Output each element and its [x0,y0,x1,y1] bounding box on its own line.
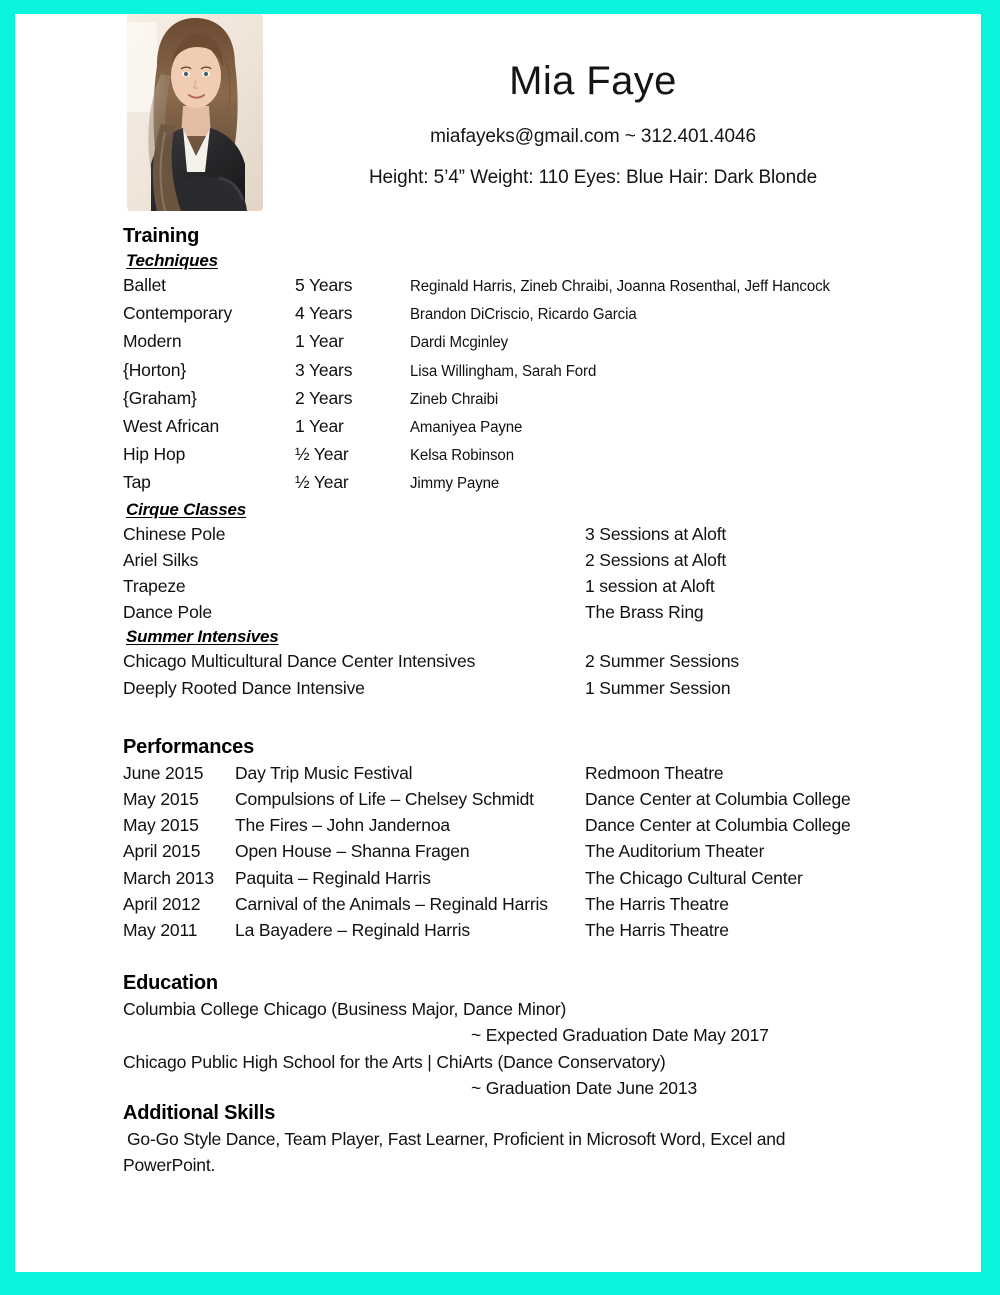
cirque-class-name: Trapeze [123,576,186,597]
technique-style: Modern [123,331,182,352]
performance-title: Open House – Shanna Fragen [235,841,470,862]
table-row [123,675,981,701]
table-row [123,891,981,917]
section-heading-education: Education [123,972,218,995]
contact-line: miafayeks@gmail.com ~ 312.401.4046 [430,126,756,147]
technique-teachers: Amaniyea Payne [410,419,523,437]
table-row [123,838,981,864]
performance-date: April 2015 [123,841,201,862]
performance-venue: The Harris Theatre [585,920,729,941]
summer-intensive-name: Chicago Multicultural Dance Center Intensives [123,651,476,672]
education-college-graduation: ~ Expected Graduation Date May 2017 [471,1025,769,1046]
performance-date: March 2013 [123,867,214,888]
resume-sheet [15,14,981,1272]
section-heading-additional-skills: Additional Skills [123,1102,276,1125]
performance-date: April 2012 [123,893,201,914]
section-heading-training: Training [123,225,200,247]
performance-date: May 2015 [123,815,199,836]
table-row [123,599,981,625]
technique-style: Hip Hop [123,444,186,465]
technique-teachers: Lisa Willingham, Sarah Ford [410,362,597,380]
table-row [123,521,981,547]
summer-intensive-name: Deeply Rooted Dance Intensive [123,677,365,698]
technique-style: Ballet [123,275,166,295]
resume-content [15,224,981,1178]
cirque-class-name: Dance Pole [123,602,212,623]
technique-years: 4 Years [295,303,353,324]
technique-style: Tap [123,472,151,493]
techniques-list [123,272,981,498]
technique-teachers: Dardi Mcginley [410,334,509,352]
performance-date: May 2011 [123,920,198,941]
header-text-block [263,14,923,189]
summer-intensive-note: 2 Summer Sessions [585,651,740,672]
education-college: Columbia College Chicago (Business Major, Dance Minor) [123,999,567,1020]
page-title: Mia Faye [509,59,677,103]
performance-title: Day Trip Music Festival [235,762,413,783]
technique-years: 1 Year [295,331,344,352]
performance-venue: Dance Center at Columbia College [585,815,851,836]
technique-years: ½ Year [295,472,349,493]
table-row [123,328,981,356]
table-row [123,469,981,497]
table-row [123,385,981,413]
summer-intensives-list [123,648,981,700]
cirque-class-note: 2 Sessions at Aloft [585,549,727,570]
performance-venue: The Harris Theatre [585,893,729,914]
additional-skills-line-2: PowerPoint. [123,1155,216,1176]
table-row [123,272,981,300]
subsection-heading-techniques: Techniques [126,251,218,270]
table-row [123,648,981,674]
cirque-classes-list [123,521,981,626]
performance-venue: Redmoon Theatre [585,762,724,783]
performance-title: Paquita – Reginald Harris [235,867,431,888]
table-row [123,357,981,385]
table-row [123,573,981,599]
technique-teachers: Kelsa Robinson [410,447,514,465]
table-row [123,786,981,812]
technique-teachers: Reginald Harris, Zineb Chraibi, Joanna Rosenthal, Jeff Hancock [410,278,830,295]
performance-venue: Dance Center at Columbia College [585,789,851,810]
performance-venue: The Chicago Cultural Center [585,867,803,888]
resume-header [15,14,981,224]
table-row [123,413,981,441]
section-heading-performances: Performances [123,735,254,758]
table-row [123,917,981,943]
cirque-class-name: Ariel Silks [123,549,199,570]
technique-years: ½ Year [295,444,349,465]
education-highschool-graduation: ~ Graduation Date June 2013 [471,1077,698,1098]
physical-stats-line: Height: 5’4” Weight: 110 Eyes: Blue Hair: Dark Blonde [368,167,818,188]
technique-style: West African [123,416,220,437]
performance-title: La Bayadere – Reginald Harris [235,920,470,941]
technique-style: Contemporary [123,303,233,324]
spacer [123,943,981,971]
subsection-heading-cirque-classes: Cirque Classes [126,499,247,519]
technique-years: 2 Years [295,387,353,408]
cirque-class-note: The Brass Ring [585,602,704,623]
table-row [123,812,981,838]
table-row [123,760,981,786]
technique-teachers: Zineb Chraibi [410,390,499,408]
table-row [123,865,981,891]
cirque-class-note: 3 Sessions at Aloft [585,523,727,544]
performance-date: May 2015 [123,789,199,810]
performance-title: Compulsions of Life – Chelsey Schmidt [235,789,534,810]
performances-list [123,760,981,943]
technique-years: 1 Year [295,416,344,437]
spacer [123,701,981,735]
technique-teachers: Jimmy Payne [410,475,500,493]
performance-date: June 2015 [123,762,204,783]
table-row [123,300,981,328]
technique-teachers: Brandon DiCriscio, Ricardo Garcia [410,306,637,324]
headshot-photo [127,14,263,211]
performance-title: Carnival of the Animals – Reginald Harris [235,893,548,914]
performance-title: The Fires – John Jandernoa [235,815,450,836]
technique-years: 3 Years [295,359,353,380]
additional-skills-line-1: Go-Go Style Dance, Team Player, Fast Learner, Proficient in Microsoft Word, Excel and [127,1129,786,1150]
technique-style: {Graham} [123,387,197,408]
table-row [123,547,981,573]
table-row [123,441,981,469]
cirque-class-note: 1 session at Aloft [585,576,715,597]
education-highschool: Chicago Public High School for the Arts | ChiArts (Dance Conservatory) [123,1051,666,1072]
technique-years: 5 Years [295,275,353,295]
technique-style: {Horton} [123,359,187,380]
cirque-class-name: Chinese Pole [123,523,226,544]
subsection-heading-summer-intensives: Summer Intensives [126,627,279,647]
performance-venue: The Auditorium Theater [585,841,765,862]
summer-intensive-note: 1 Summer Session [585,677,731,698]
